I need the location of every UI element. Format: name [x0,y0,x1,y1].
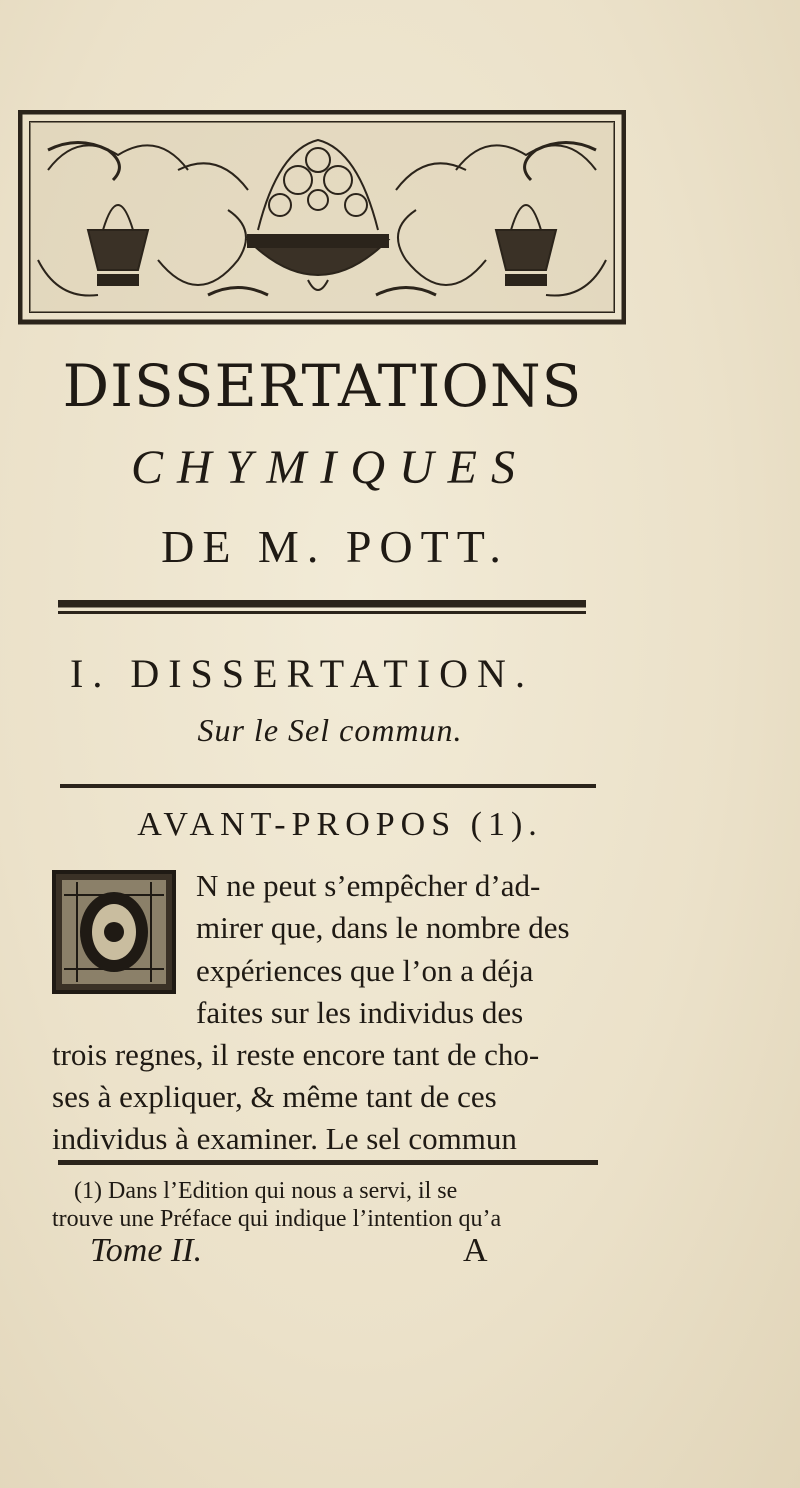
section-heading: AVANT-PROPOS (1). [137,806,543,843]
body-line: ses à expliquer, & même tant de ces [52,1079,497,1114]
dissertation-heading: I. DISSERTATION. [70,651,534,696]
body-line: faites sur les individus des [196,995,524,1030]
title-main: DISSERTATIONS [62,352,583,420]
signature-mark: A [463,1232,488,1269]
thick-rule [58,600,586,614]
dissertation-subtitle: Sur le Sel commun. [197,712,463,748]
title-author: DE M. POTT. [161,521,509,572]
section-rule [60,784,596,788]
body-line: N ne peut s’empêcher d’ad- [196,868,541,903]
body-line: expériences que l’on a déja [196,953,534,988]
volume-indicator: Tome II. [90,1232,203,1269]
title-subtitle: CHYMIQUES [131,441,529,494]
body-line: mirer que, dans le nombre des [196,910,570,945]
footnote-line: (1) Dans l’Edition qui nous a servi, il se [74,1178,458,1204]
footnote-rule [58,1160,598,1165]
body-line: trois regnes, il reste encore tant de cho- [52,1037,540,1072]
body-line: individus à examiner. Le sel commun [52,1121,517,1156]
dropcap-o-icon [52,870,176,994]
ornamental-headpiece [18,110,626,328]
footnote-line: trouve une Préface qui indique l’intention qu’a [52,1206,502,1232]
